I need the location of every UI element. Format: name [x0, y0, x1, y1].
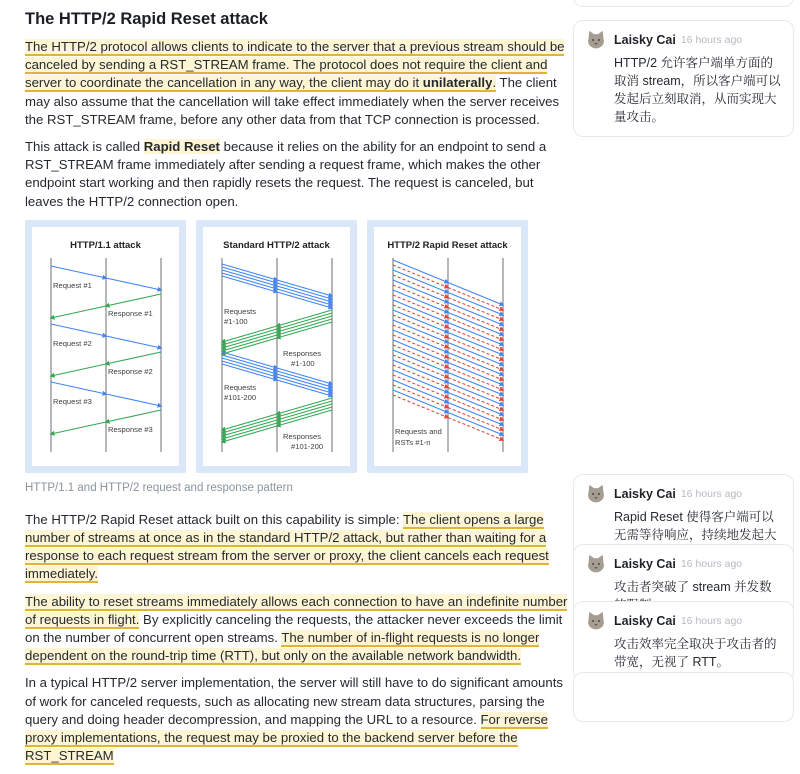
http1-attack-sequence-diagram [36, 256, 176, 456]
comment-text: HTTP/2 允许客户端单方面的取消 stream，所以客户端可以发起后立刻取消，从而实现大量攻击。 [614, 56, 781, 124]
svg-text:Response #2: Response #2 [107, 366, 153, 376]
rapid-reset-rest: because it relies on the ability for an endpoint to send a RST_STREAM frame immediately after sending a request frame, which makes the other endpoint start working and then rapidly resets the request. The request is canceled, but leaves the HTTP/2 connection open. [25, 139, 547, 209]
panel-title-http2: Standard HTTP/2 attack [223, 239, 330, 251]
svg-text:#1-100: #1-100 [290, 358, 315, 368]
reset-ability-mid: By explicitly canceling the requests, the attacker never exceeds the limit on the number of concurrent open streams. [25, 611, 563, 646]
cat-avatar-icon [586, 554, 606, 574]
page-title: The HTTP/2 Rapid Reset attack [25, 10, 268, 28]
cat-avatar-icon [586, 30, 606, 50]
comment-text: 攻击者突破了 stream 并发数 [614, 580, 772, 594]
article [25, 0, 571, 774]
comment-timestamp: 16 hours ago [680, 558, 743, 570]
paragraph-rapid-reset-def [25, 138, 571, 211]
http2-attack-sequence-diagram [207, 256, 347, 456]
highlight-rtt-bandwidth[interactable]: The number of in-flight requests is no longer dependent on the round-trip time (RTT), but only on the available network bandwidth. [25, 630, 540, 664]
svg-text:#101-200: #101-200 [290, 441, 323, 451]
comment-author: Laisky Cai [614, 557, 676, 571]
highlight-unilateral-cancel[interactable]: The HTTP/2 protocol allows clients to indicate to the server that a previous stream should be canceled by sending a RST_STREAM frame. The protocol does not require the client and server to coordinate the cancellation in any way, the client may do it [25, 39, 565, 91]
cat-avatar-icon [586, 611, 606, 631]
comment-timestamp: 16 hours ago [680, 488, 743, 500]
svg-text:Request #3: Request #3 [52, 396, 92, 406]
svg-text:Requests and: Requests and [394, 426, 442, 436]
attack-simple-pre: The HTTP/2 Rapid Reset attack built on this capability is simple: [25, 511, 403, 527]
figure-caption: HTTP/1.1 and HTTP/2 request and response pattern [25, 481, 293, 494]
svg-text:Response #3: Response #3 [107, 424, 153, 434]
svg-text:Request #1: Request #1 [52, 280, 92, 290]
svg-text:Response #1: Response #1 [107, 308, 153, 318]
comment-author: Laisky Cai [614, 33, 676, 47]
comment-timestamp: 16 hours ago [680, 34, 743, 46]
highlight-unilaterally-bold[interactable]: unilaterally [422, 75, 493, 91]
comments-sidebar [573, 0, 794, 679]
server-work-pre: In a typical HTTP/2 server implementation, the server will still have to do significant amounts of work for canceled requests, such as allocating new stream data structures, parsing the query and doing header decompression, and mapping the URL to a resource. [25, 675, 563, 727]
diagram-panels [25, 220, 571, 473]
rapid-reset-sequence-diagram [378, 256, 518, 456]
comment-text: 攻击效率完全取决于攻击者的带宽，无视了 RTT。 [614, 637, 777, 669]
panel-standard-http2-attack [196, 220, 357, 473]
comment-text: Rapid Reset 使得客户端可以无需等待响应，持续地发起大 [614, 510, 777, 542]
highlight-indefinite-requests[interactable]: The ability to reset streams immediately allows each connection to have an indefinite number of requests in flight. [25, 593, 568, 627]
comment-timestamp: 16 hours ago [680, 615, 743, 627]
panel-title-rapid-reset: HTTP/2 Rapid Reset attack [387, 239, 508, 251]
cat-avatar-icon [586, 484, 606, 504]
highlight-unilateral-end[interactable]: . [492, 75, 497, 91]
rapid-reset-pre: This attack is called [25, 139, 144, 155]
paragraph-reset-ability [25, 593, 571, 666]
panel-title-http1: HTTP/1.1 attack [70, 239, 141, 251]
paragraph-intro [25, 38, 571, 129]
svg-text:Requests: Requests [223, 382, 256, 392]
svg-text:Requests: Requests [223, 306, 256, 316]
figure-attack-patterns [25, 220, 571, 494]
panel-http1-attack [25, 220, 186, 473]
highlight-open-streams[interactable]: The client opens a large number of streams at once as in the standard HTTP/2 attack, but rather than waiting for a response to each request stream from the server or proxy, the client cancels each request immediately. [25, 511, 549, 582]
comment-card[interactable] [573, 601, 794, 682]
panel-rapid-reset-attack [367, 220, 528, 473]
highlight-reverse-proxy[interactable]: For reverse proxy implementations, the request may be proxied to the backend server before the RST_STREAM [25, 711, 548, 764]
paragraph-attack-simple [25, 511, 571, 584]
svg-text:Request #2: Request #2 [52, 338, 92, 348]
svg-text:Responses: Responses [282, 431, 321, 441]
paragraph-intro-rest: The client may also assume that the cancellation will take effect immediately when the server receives the RST_STREAM frame, before any other data from that TCP connection is processed. [25, 75, 560, 127]
paragraph-server-work [25, 674, 571, 765]
comment-author: Laisky Cai [614, 614, 676, 628]
highlight-rapid-reset-term[interactable]: Rapid Reset [143, 139, 220, 155]
comment-author: Laisky Cai [614, 487, 676, 501]
svg-text:RSTs #1-n: RSTs #1-n [394, 437, 430, 447]
svg-text:#1-100: #1-100 [223, 316, 248, 326]
comment-card-partial-bottom[interactable] [573, 672, 794, 722]
comment-card-partial-top[interactable] [573, 0, 794, 7]
svg-text:Responses: Responses [282, 348, 321, 358]
comment-card[interactable] [573, 20, 794, 137]
svg-text:#101-200: #101-200 [223, 392, 256, 402]
